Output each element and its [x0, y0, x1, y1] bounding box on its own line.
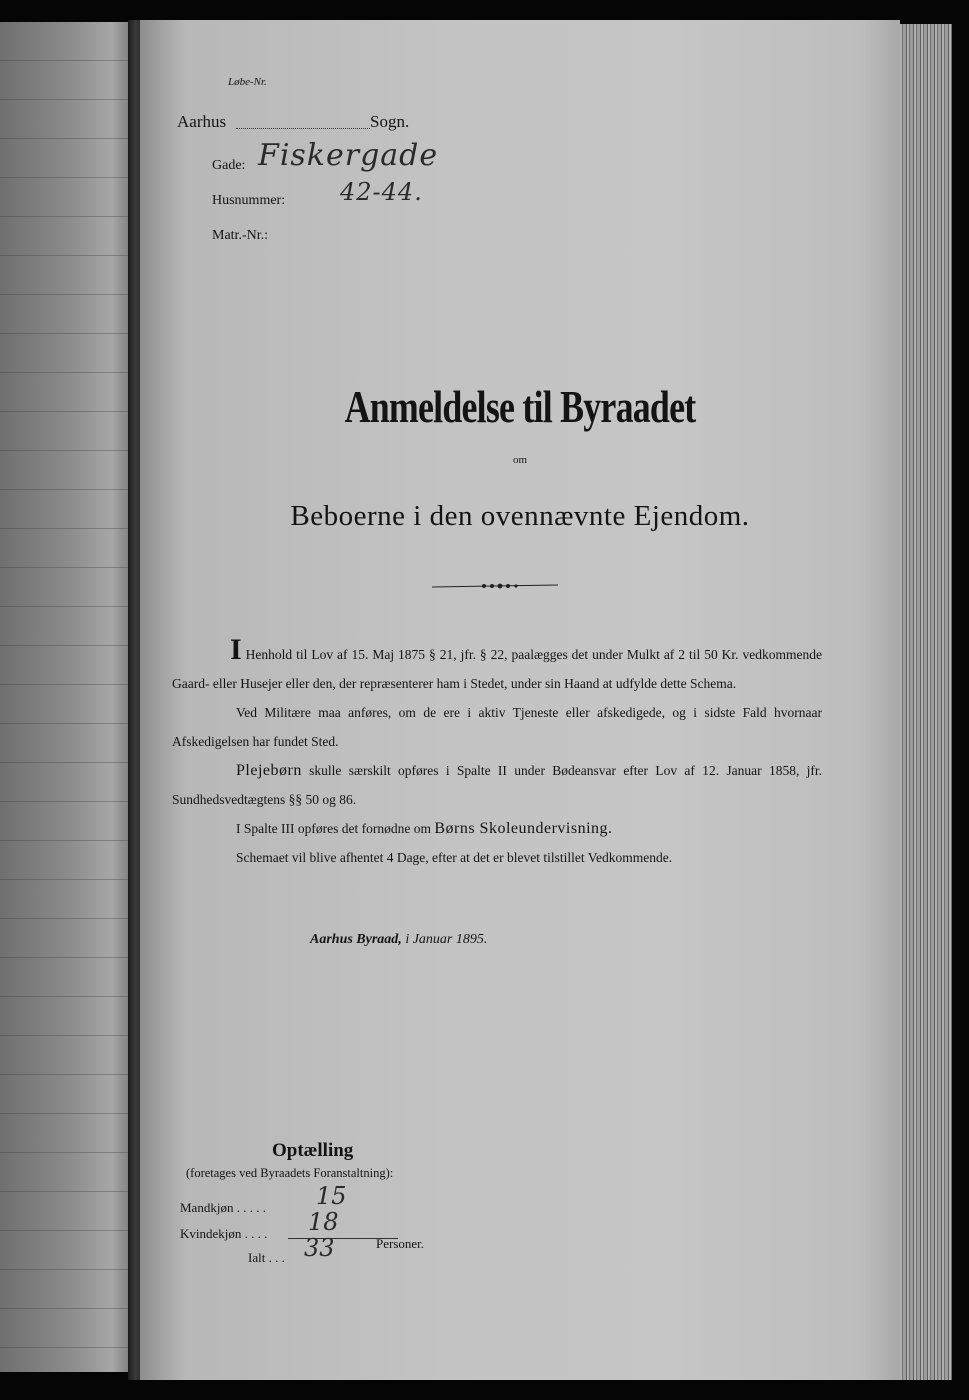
- issue-date: i Januar 1895.: [405, 932, 488, 947]
- instruction-paragraph-5: [172, 843, 822, 872]
- ornamental-divider: [432, 578, 558, 592]
- ialt-label: Ialt: [248, 1250, 266, 1265]
- document-page: [140, 20, 900, 1380]
- paragraph-5-text: Schemaet vil blive afhentet 4 Dage, efter at det er blevet tilstillet Vedkommende.: [236, 850, 673, 865]
- document-subtitle: Beboerne i den ovennævnte Ejendom.: [290, 500, 750, 532]
- kvindekjon-label: Kvindekjøn: [180, 1226, 242, 1241]
- mandkjon-label: Mandkjøn: [180, 1200, 234, 1215]
- dropcap-letter: I: [230, 633, 242, 666]
- paragraph-1-text: Henhold til Lov af 15. Maj 1875 § 21, jfr. § 22, paalægges det under Mulkt af 2 til 50 Kr. vedkommende Gaard- eller Husejer eller den, der repræsenterer ham i Stedet, under sin Haand at udfylde dette Schema.: [172, 647, 822, 691]
- count-note: (foretages ved Byraadets Foranstaltning):: [186, 1166, 394, 1180]
- page-edges: [896, 24, 952, 1380]
- city-label: Aarhus: [177, 112, 227, 131]
- sogn-dotted-line: [236, 128, 370, 129]
- issuer-signature: [310, 932, 487, 948]
- personer-label: Personer.: [376, 1236, 425, 1251]
- plejeborn-emphasis: Plejebørn: [236, 762, 302, 779]
- om-label: om: [512, 454, 528, 466]
- mandkjon-row: Mandkjøn . . . . .: [180, 1200, 266, 1215]
- mandkjon-value: 15: [316, 1182, 347, 1210]
- instruction-paragraph-1: [172, 633, 822, 698]
- gade-label: Gade:: [212, 158, 246, 173]
- lobe-nr-label: Løbe-Nr.: [228, 76, 267, 88]
- left-facing-page: [0, 22, 132, 1372]
- skoleundervisning-emphasis: Børns Skoleundervisning.: [434, 820, 613, 837]
- husnummer-handwritten-value: 42-44.: [340, 178, 423, 206]
- ialt-value: 33: [304, 1234, 335, 1262]
- paragraph-3-text: skulle særskilt opføres i Spalte II under Bødeansvar efter Lov af 12. Januar 1858, jfr. Sundhedsvedtægtens §§ 50 og 86.: [172, 763, 822, 807]
- husnummer-label: Husnummer:: [212, 193, 286, 208]
- kvindekjon-value: 18: [308, 1208, 339, 1236]
- document-title: Anmeldelse til Byraadet: [344, 381, 696, 432]
- matr-nr-label: Matr.-Nr.:: [212, 228, 268, 243]
- paragraph-2-text: Ved Militære maa anføres, om de ere i aktiv Tjeneste eller afskedigede, og i sidste Fald hvornaar Afskedigelsen har fundet Sted.: [172, 705, 822, 749]
- instruction-paragraph-2: [172, 698, 822, 756]
- instructions: [172, 633, 822, 872]
- issuer-name: Aarhus Byraad,: [310, 932, 402, 947]
- kvindekjon-row: Kvindekjøn . . . .: [180, 1226, 268, 1241]
- paragraph-4-text: I Spalte III opføres det fornødne om: [236, 821, 431, 836]
- sogn-label: Sogn.: [370, 112, 410, 131]
- instruction-paragraph-3: [172, 756, 822, 814]
- gade-handwritten-value: Fiskergade: [258, 138, 439, 173]
- ialt-row: Ialt . . .: [248, 1250, 285, 1265]
- instruction-paragraph-4: [172, 814, 822, 843]
- count-heading: Optælling: [272, 1140, 354, 1161]
